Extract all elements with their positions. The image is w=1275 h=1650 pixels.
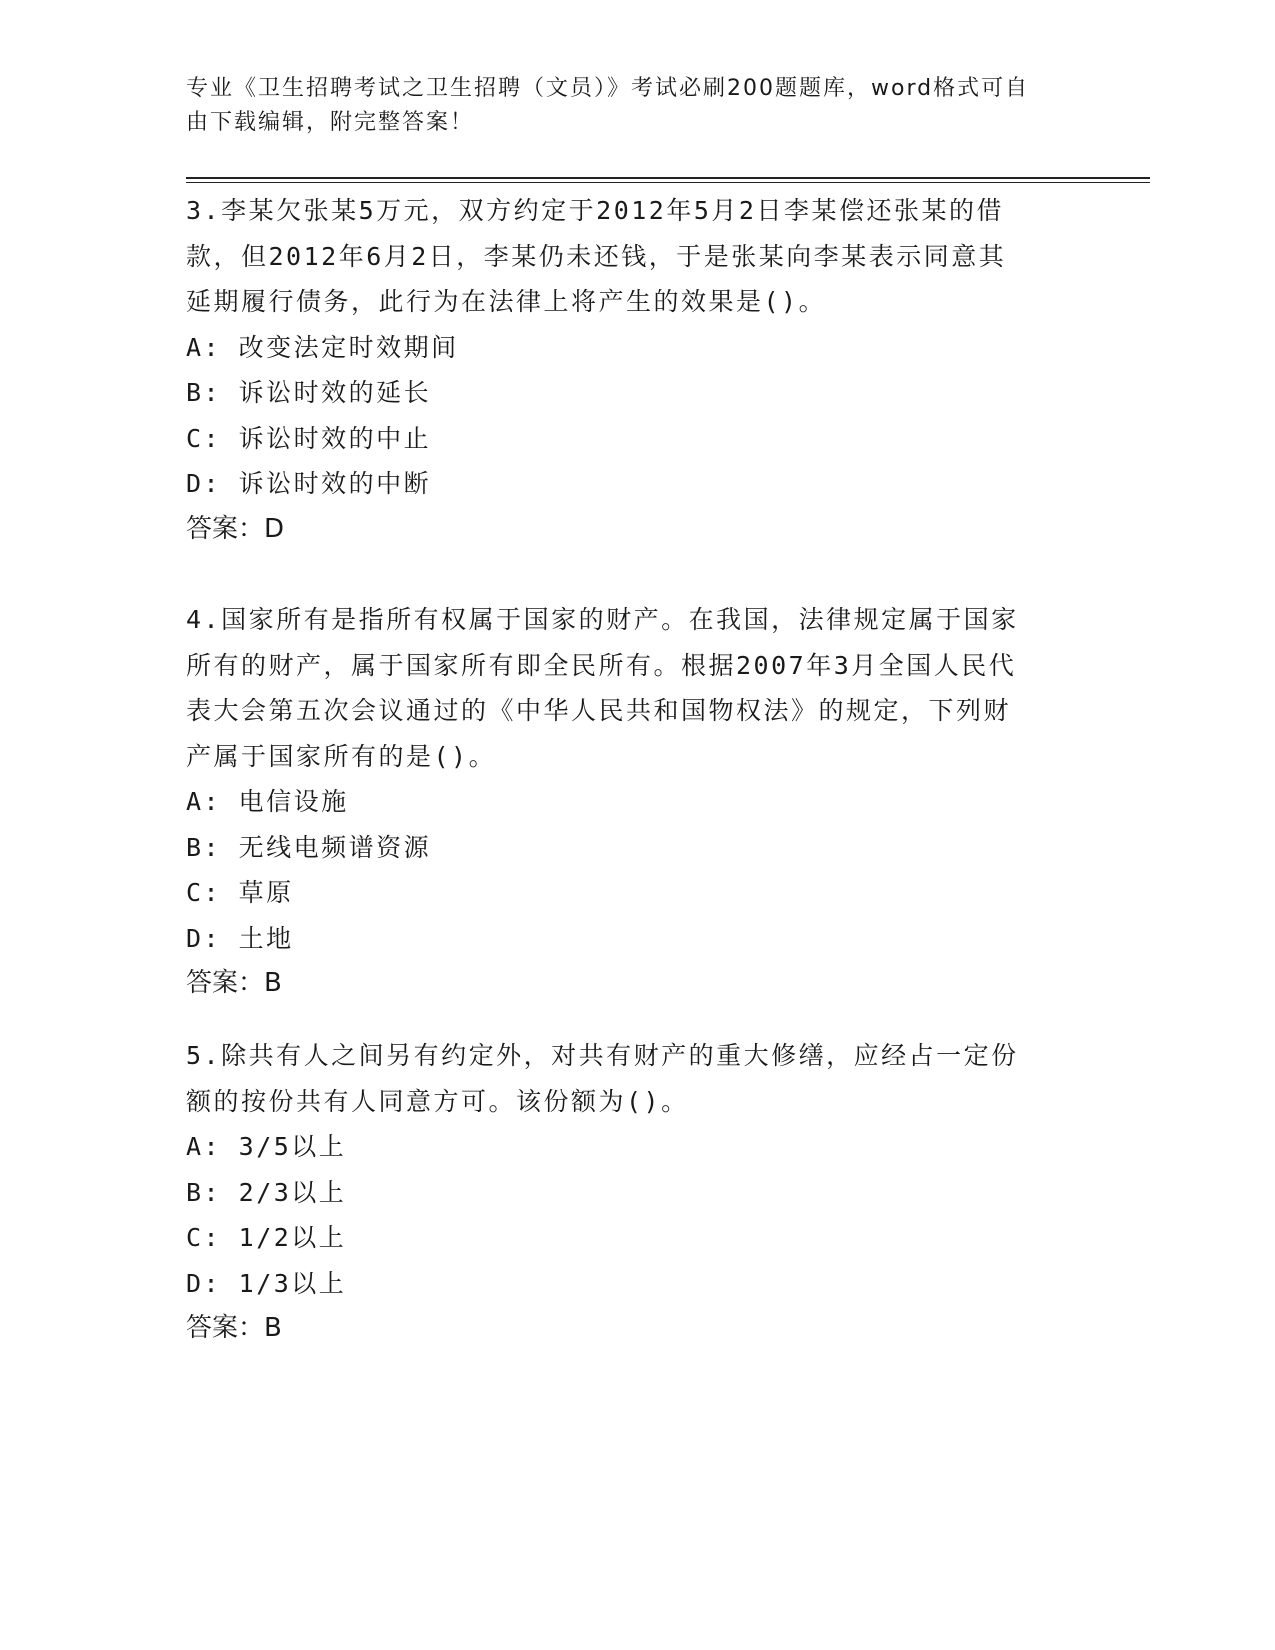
option-d: D: 诉讼时效的中断 <box>186 469 432 498</box>
question-text-line: 延期履行债务，此行为在法律上将产生的效果是()。 <box>186 287 827 316</box>
header-divider-thick <box>186 177 1150 179</box>
option-b: B: 无线电频谱资源 <box>186 832 432 862</box>
question-5 <box>186 1033 1066 1352</box>
option-c: C: 诉讼时效的中止 <box>186 423 432 453</box>
question-text-line: 额的按份共有人同意方可。该份额为()。 <box>186 1086 689 1116</box>
question-text-line: 产属于国家所有的是()。 <box>186 741 497 771</box>
option-d: D: 1/3以上 <box>186 1268 347 1298</box>
question-text-line: 所有的财产，属于国家所有即全民所有。根据2007年3月全国人民代 <box>186 650 1017 680</box>
option-c: C: 1/2以上 <box>186 1223 347 1252</box>
option-a: A: 改变法定时效期间 <box>186 332 459 362</box>
answer-label: 答案：D <box>186 513 285 544</box>
header-line-2: 由下载编辑，附完整答案！ <box>186 110 475 135</box>
option-d: D: 土地 <box>186 923 294 953</box>
document-header <box>186 72 1066 140</box>
question-4 <box>186 597 1066 1007</box>
option-a: A: 电信设施 <box>186 787 349 816</box>
answer-label: 答案：B <box>186 1313 282 1343</box>
answer-label: 答案：B <box>186 968 282 998</box>
question-text-line: 5.除共有人之间另有约定外，对共有财产的重大修缮，应经占一定份 <box>186 1041 1019 1070</box>
question-text-line: 款，但2012年6月2日，李某仍未还钱，于是张某向李某表示同意其 <box>186 241 1007 271</box>
header-divider-thin <box>186 182 1150 183</box>
question-text-line: 表大会第五次会议通过的《中华人民共和国物权法》的规定，下列财 <box>186 696 1012 725</box>
question-3 <box>186 188 1066 552</box>
question-text-line: 3.李某欠张某5万元，双方约定于2012年5月2日李某偿还张某的借 <box>186 196 1004 225</box>
option-b: B: 诉讼时效的延长 <box>186 378 432 407</box>
option-a: A: 3/5以上 <box>186 1132 347 1161</box>
question-text-line: 4.国家所有是指所有权属于国家的财产。在我国，法律规定属于国家 <box>186 605 1019 634</box>
option-b: B: 2/3以上 <box>186 1177 347 1207</box>
header-line-1: 专业《卫生招聘考试之卫生招聘（文员）》考试必刷200题题库，word格式可自 <box>186 76 1030 101</box>
option-c: C: 草原 <box>186 878 294 907</box>
